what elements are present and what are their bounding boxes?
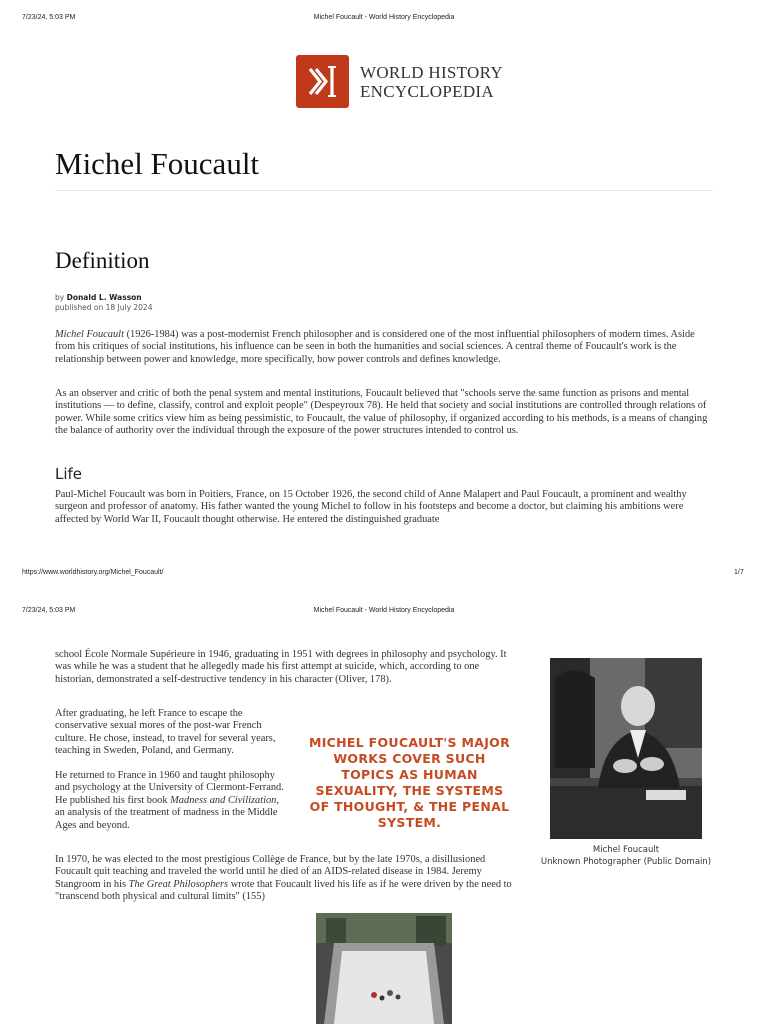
title-divider — [55, 190, 713, 191]
foucault-photo[interactable] — [550, 658, 702, 839]
print-title-2: Michel Foucault - World History Encyclopedia — [313, 607, 455, 614]
footer-url[interactable]: https://www.worldhistory.org/Michel_Foucault/ — [22, 569, 164, 576]
author-link[interactable]: Donald L. Wasson — [66, 293, 142, 302]
paragraph-school: school École Normale Supérieure in 1946, graduating in 1951 with degrees in philosophy and psychology. It was while he was a student that he allegedly made his first attempt at suicide, which, according to one historian, demonstrated a self-destructive tendency in his character (Oliver, 178). — [55, 649, 507, 685]
logo-text-line1: WORLD HISTORY — [360, 63, 503, 82]
photo-caption-title: Michel Foucault — [592, 845, 660, 855]
publish-date: published on 18 July 2024 — [55, 303, 153, 312]
page-title: Michel Foucault — [55, 146, 260, 181]
paragraph-power: As an observer and critic of both the penal system and mental institutions, Foucault believed that "schools serve the same function as prisons and mental institutions — to define, classify, control and exploit people" (Despeyroux 78). He held that society and social institutions are controlled through relations of power. While some critics view him as being pessimistic, to Foucault, the value of philosophy, if organized according to his methods, is a means of changing the balance of authority over the individual through the exposure of the power structures intended to control us. — [55, 388, 708, 437]
paragraph-life: Paul-Michel Foucault was born in Poitiers, France, on 15 October 1926, the second child of Anne Malapert and Paul Foucault, a prominent and wealthy surgeon and professor of anatomy. His father wanted the young Michel to follow in his footsteps and become a doctor, but claiming his ambitions were affected by World War II, Foucault thought otherwise. He entered the distinguished graduate — [55, 489, 687, 525]
site-logo[interactable] — [296, 55, 526, 109]
paragraph-intro: Michel Foucault (1926-1984) was a post-modernist French philosopher and is considered one of the most influential philosophers of modern times. Aside from his critiques of social institutions, his influence can be seen in both the humanities and social sciences. A central theme of Foucault's work is the relationship between power and knowledge, more specifically, how power controls and defines knowledge. — [55, 329, 695, 365]
logo-text-line2: ENCYCLOPEDIA — [360, 82, 494, 101]
paragraph-travel: After graduating, he left France to escape the conservative sexual mores of the post-war French culture. He chose, instead, to travel for several years, teaching in Sweden, Poland, and Germany. — [55, 708, 276, 757]
byline-prefix: by — [55, 293, 67, 302]
footer-page-number: 1/7 — [734, 569, 744, 576]
logo-mark-icon — [296, 55, 349, 108]
byline — [55, 293, 142, 302]
paragraph-later-life: In 1970, he was elected to the most prestigious Collège de France, but by the late 1970s, a disillusioned Foucault quit teaching and traveled the world until he died of an AIDS-related disease in 1984. Jeremy Stangroom in his The Great Philosophers wrote that Foucault lived his life as if he were driven by the need to "transcend both physical and cultural limits" (155) — [55, 854, 512, 903]
pull-quote: MICHEL FOUCAULT'S MAJOR WORKS COVER SUCH TOPICS AS HUMAN SEXUALITY, THE SYSTEMS OF THOUGHT, & THE PENAL SYSTEM. — [308, 735, 511, 830]
print-date: 7/23/24, 5:03 PM — [22, 14, 76, 21]
paragraph-return: He returned to France in 1960 and taught philosophy and psychology at the University of Clermont-Ferrand. He published his first book Madness and Civilization, an analysis of the treatment of madness in the Middle Ages and beyond. — [55, 770, 284, 831]
book-title: Madness and Civilization, — [170, 794, 279, 806]
print-date-2: 7/23/24, 5:03 PM — [22, 607, 76, 614]
photo-caption-credit: Unknown Photographer (Public Domain) — [540, 857, 712, 867]
book-title-2: The Great Philosophers — [128, 878, 229, 890]
subject-name: Michel Foucault — [55, 329, 124, 340]
grave-photo[interactable] — [316, 913, 452, 1024]
section-heading-definition: Definition — [55, 248, 150, 273]
print-title: Michel Foucault - World History Encyclopedia — [313, 14, 455, 21]
section-heading-life: Life — [55, 465, 83, 483]
